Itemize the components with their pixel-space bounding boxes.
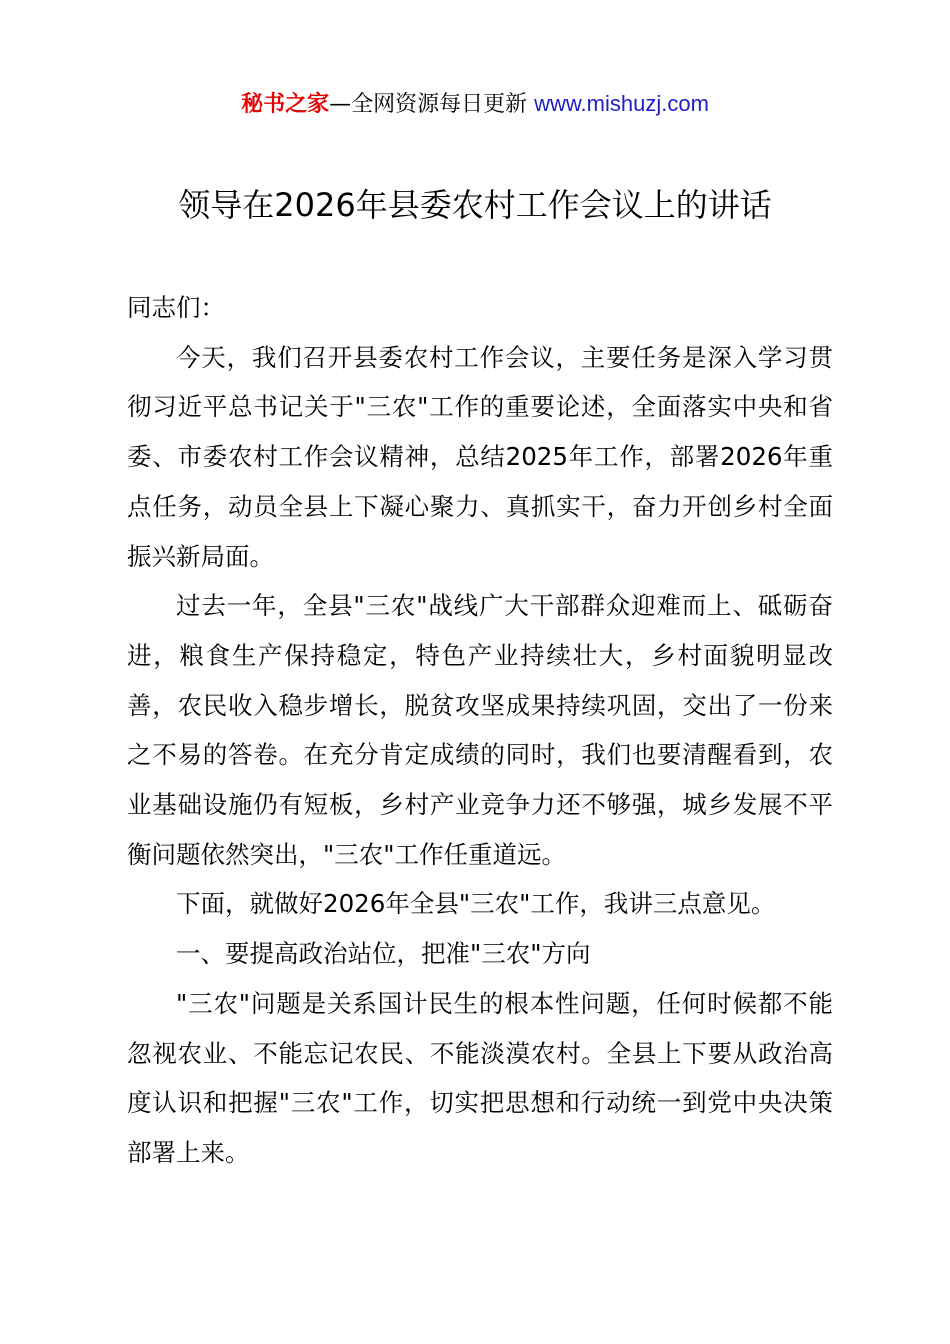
paragraph-intro: 今天，我们召开县委农村工作会议，主要任务是深入学习贯彻习近平总书记关于"三农"工作的重要论述，全面落实中央和省委、市委农村工作会议精神，总结2025年工作，部署2026年重点任务，动员全县上下凝心聚力、真抓实干，奋力开创乡村全面振兴新局面。 [127, 342, 833, 571]
brand-name[interactable]: 秘书之家 [241, 92, 330, 117]
header-tagline: —全网资源每日更新 [329, 92, 528, 117]
document-body [127, 283, 833, 1178]
salutation: 同志们： [127, 293, 225, 322]
paragraph-section-1: "三农"问题是关系国计民生的根本性问题，任何时候都不能忽视农业、不能忘记农民、不能淡漠农村。全县上下要从政治高度认识和把握"三农"工作，切实把思想和行动统一到党中央决策部署上来。 [127, 988, 833, 1167]
document-title: 领导在2026年县委农村工作会议上的讲话 [178, 186, 772, 224]
paragraph-transition: 下面，就做好2026年全县"三农"工作，我讲三点意见。 [176, 889, 776, 919]
paragraph-review: 过去一年，全县"三农"战线广大干部群众迎难而上、砥砺奋进，粮食生产保持稳定，特色产业持续壮大，乡村面貌明显改善，农民收入稳步增长，脱贫攻坚成果持续巩固，交出了一份来之不易的答卷。在充分肯定成绩的同时，我们也要清醒看到，农业基础设施仍有短板，乡村产业竞争力还不够强，城乡发展不平衡问题依然突出，"三农"工作任重道远。 [127, 591, 833, 869]
site-url-link[interactable]: www.mishuzj.com [534, 91, 709, 116]
section-heading-1: 一、要提高政治站位，把准"三农"方向 [176, 939, 591, 969]
site-header [0, 88, 950, 121]
